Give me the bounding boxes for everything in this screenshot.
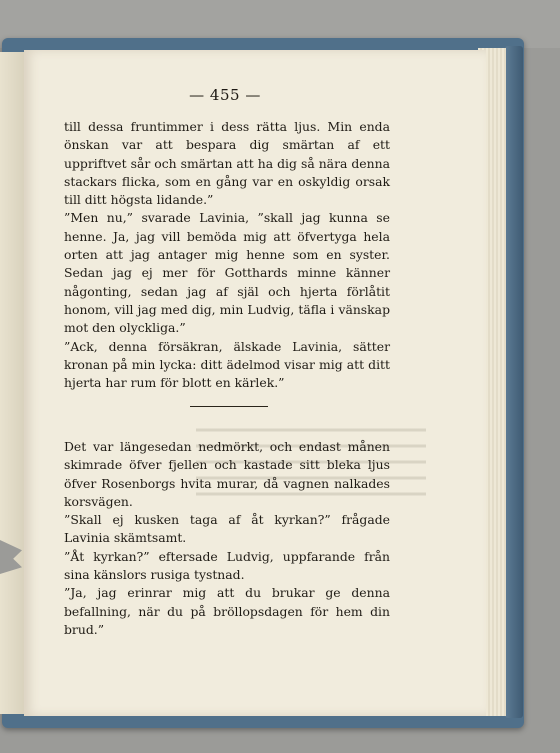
paragraph: ”Skall ej kusken taga af åt kyrkan?” frågade Lavinia skämtsamt. (64, 512, 390, 546)
cover-edge (505, 46, 523, 718)
paragraph: ”Men nu,” svarade Lavinia, ”skall jag kunna se henne. Ja, jag vill bemöda mig att öfvertyga hela orten att jag antager mig henne som en syster. Sedan jag ej mer för Gotthards minne känner någonting, sedan jag af själ och hjerta förlåtit honom, vill jag med dig, min Ludvig, täfla i vänskap mot den olyckliga.” (64, 210, 390, 336)
section-divider (190, 406, 268, 407)
paragraph: Det var längesedan nedmörkt, och endast månen skimrade öfver fjellen och kastade sitt bleka ljus öfver Rosenborgs hvita murar, då vagnen nalkades korsvägen. (64, 439, 390, 509)
paragraph: ”Åt kyrkan?” eftersade Ludvig, uppfarande från sina känslors rusiga tystnad. (64, 548, 390, 583)
page-number: — 455 — (189, 86, 261, 104)
text-block-lower (64, 438, 390, 639)
text-block-upper (64, 118, 390, 392)
left-page-edge (0, 52, 25, 714)
paragraph: ”Ack, denna försäkran, älskade Lavinia, sätter kronan på min lycka: ditt ädelmod visar mig att ditt hjerta har rum för blott en kärlek.” (64, 338, 390, 391)
paragraph: till dessa fruntimmer i dess rätta ljus. Min enda önskan var att bespara dig smärtan af ett uppriftvet sår och smärtan att ha dig så nära denna stackars flicka, som en gång var en oskyldig orsak till ditt högsta lidande.” (64, 119, 390, 208)
paragraph: ”Ja, jag erinrar mig att du brukar ge denna befallning, när du på bröllopsdagen för hem din brud.” (64, 585, 390, 637)
